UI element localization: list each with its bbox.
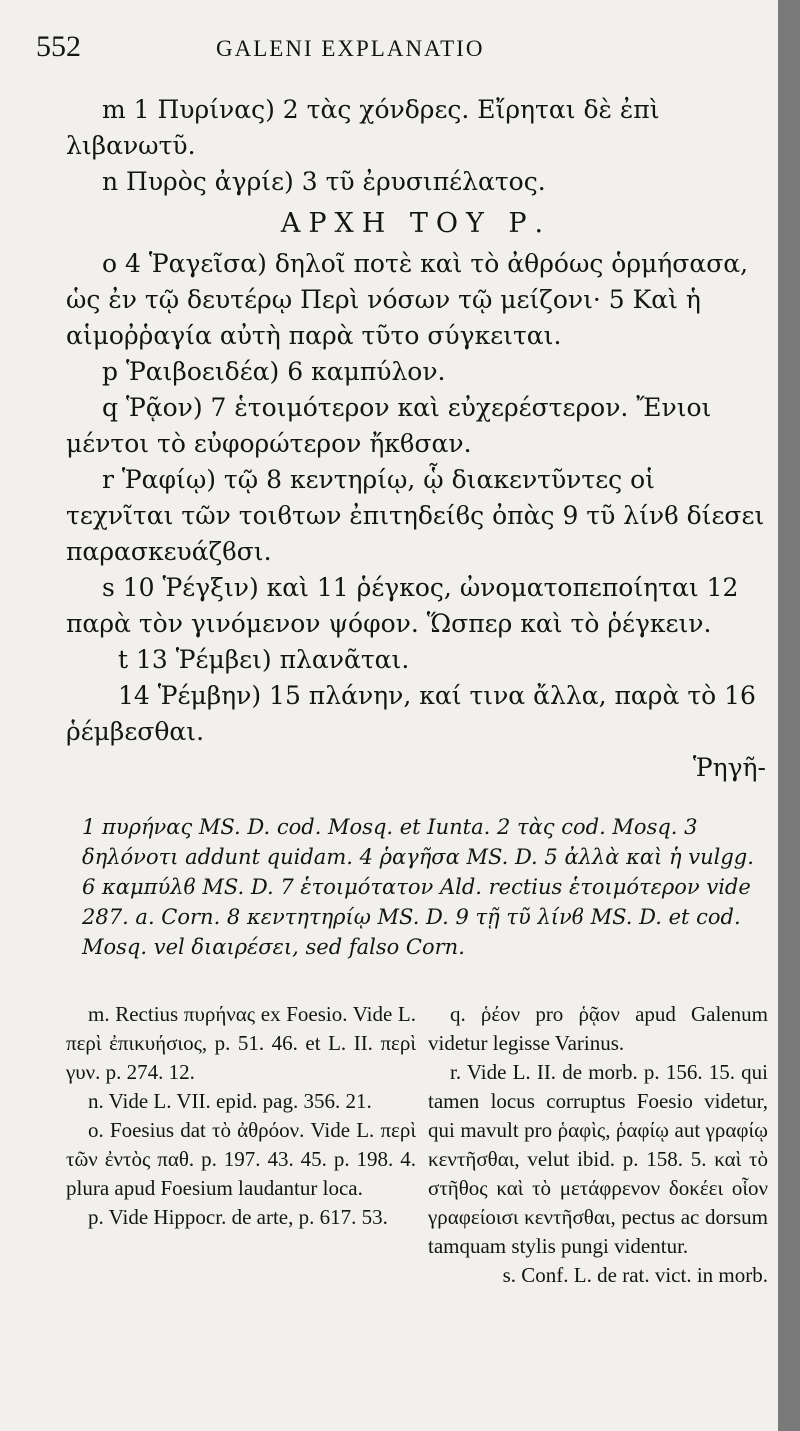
note-p: p. Vide Hippocr. de arte, p. 617. 53. xyxy=(88,1205,388,1229)
note-m: m. Rectius πυρήνας ex Foesio. Vide L. περὶ ἐπικυήσιος, p. 51. 46. et L. II. περὶ γυν. p. 274. 12. xyxy=(66,1002,416,1084)
note-r: r. Vide L. II. de morb. p. 156. 15. qui tamen locus corruptus Foesio videtur, qui mavult pro ῥαφὶς, ῥαφίῳ aut γραφίῳ κεντῆσθαι, velut ibid. p. 158. 5. καὶ τὸ στῆθος καὶ τὸ μετάφρενον δοκέει οἷον γραφείοισι κεντῆσθαι, pectus ac dorsum tamquam stylis pungi videntur. xyxy=(428,1060,768,1258)
entry-n: n Πυρὸς ἀγρίε) 3 τῦ ἐρυσιπέλατος. xyxy=(102,167,546,196)
note-o: o. Foesius dat τὸ ἀθρόον. Vide L. περὶ τῶν ἐντὸς παθ. p. 197. 43. 45. p. 198. 4. plura apud Foesium laudantur loca. xyxy=(66,1118,416,1200)
note-n: n. Vide L. VII. epid. pag. 356. 21. xyxy=(88,1089,372,1113)
catchword: Ῥηγῆ- xyxy=(692,753,766,782)
section-heading: ΑΡΧΗ ΤΟΥ Ρ. xyxy=(280,208,552,239)
entry-s: s 10 Ῥέγξιν) καὶ 11 ῥέγκος, ὠνοματοπεποίηται 12 παρὰ τὸν γινόμενον ψόφον. Ὥσπερ καὶ τὸ ῥέγκειν. xyxy=(66,573,739,638)
page-edge-shadow xyxy=(778,0,800,1431)
entry-r: r Ῥαφίῳ) τῷ 8 κεντηρίῳ, ᾧ διακεντῦντες οἱ τεχνῖται τῶν τοιϐτων ἐπιτηδείϐς ὀπὰς 9 τῦ λίνϐ δίεσει παρασκευάζϐσι. xyxy=(66,465,765,566)
entry-o: o 4 Ῥαγεῖσα) δηλοῖ ποτὲ καὶ τὸ ἀθρόως ὁρμήσασα, ὡς ἐν τῷ δευτέρῳ Περὶ νόσων τῷ μείζονι· 5 Καὶ ἡ αἱμοῤῥαγία αὐτὴ παρὰ τῦτο σύγκειται. xyxy=(66,249,749,350)
page-number: 552 xyxy=(36,30,81,63)
note-s: s. Conf. L. de rat. vict. in morb. xyxy=(502,1263,768,1287)
notes-column-left xyxy=(66,1000,416,1232)
notes-column-right xyxy=(428,1000,768,1290)
variant-readings xyxy=(82,812,762,962)
variant-list: 1 πυρήνας MS. D. cod. Mosq. et Iunta. 2 τὰς cod. Mosq. 3 δηλόνοτι addunt quidam. 4 ῥαγῆσα MS. D. 5 ἀλλὰ καὶ ἡ vulgg. 6 καμπύλϐ MS. D. 7 ἑτοιμότατον Ald. rectius ἑτοιμότερον vide 287. a. Corn. 8 κεντητηρίῳ MS. D. 9 τῇ τῦ λίνϐ MS. D. et cod. Mosq. vel διαιρέσει, sed falso Corn. xyxy=(82,815,754,959)
entry-m: m 1 Πυρίνας) 2 τὰς χόνδρες. Εἴρηται δὲ ἐπὶ λιβανωτῦ. xyxy=(66,95,660,160)
entry-q: q Ῥᾷον) 7 ἑτοιμότερον καὶ εὐχερέστερον. Ἔνιοι μέντοι τὸ εὐφορώτερον ἤκϐσαν. xyxy=(66,393,712,458)
page-header xyxy=(36,30,760,70)
entry-rembe: 14 Ῥέμβην) 15 πλάνην, καί τινα ἄλλα, παρὰ τὸ 16 ῥέμβεσθαι. xyxy=(66,681,756,746)
entry-t: t 13 Ῥέμβει) πλανᾶται. xyxy=(118,645,410,674)
running-title: GALENI EXPLANATIO xyxy=(216,36,485,61)
entry-p: p Ῥαιβοειδέα) 6 καμπύλον. xyxy=(102,357,446,386)
note-q: q. ῥέον pro ῥᾷον apud Galenum videtur legisse Varinus. xyxy=(428,1002,768,1055)
main-text xyxy=(66,92,766,786)
